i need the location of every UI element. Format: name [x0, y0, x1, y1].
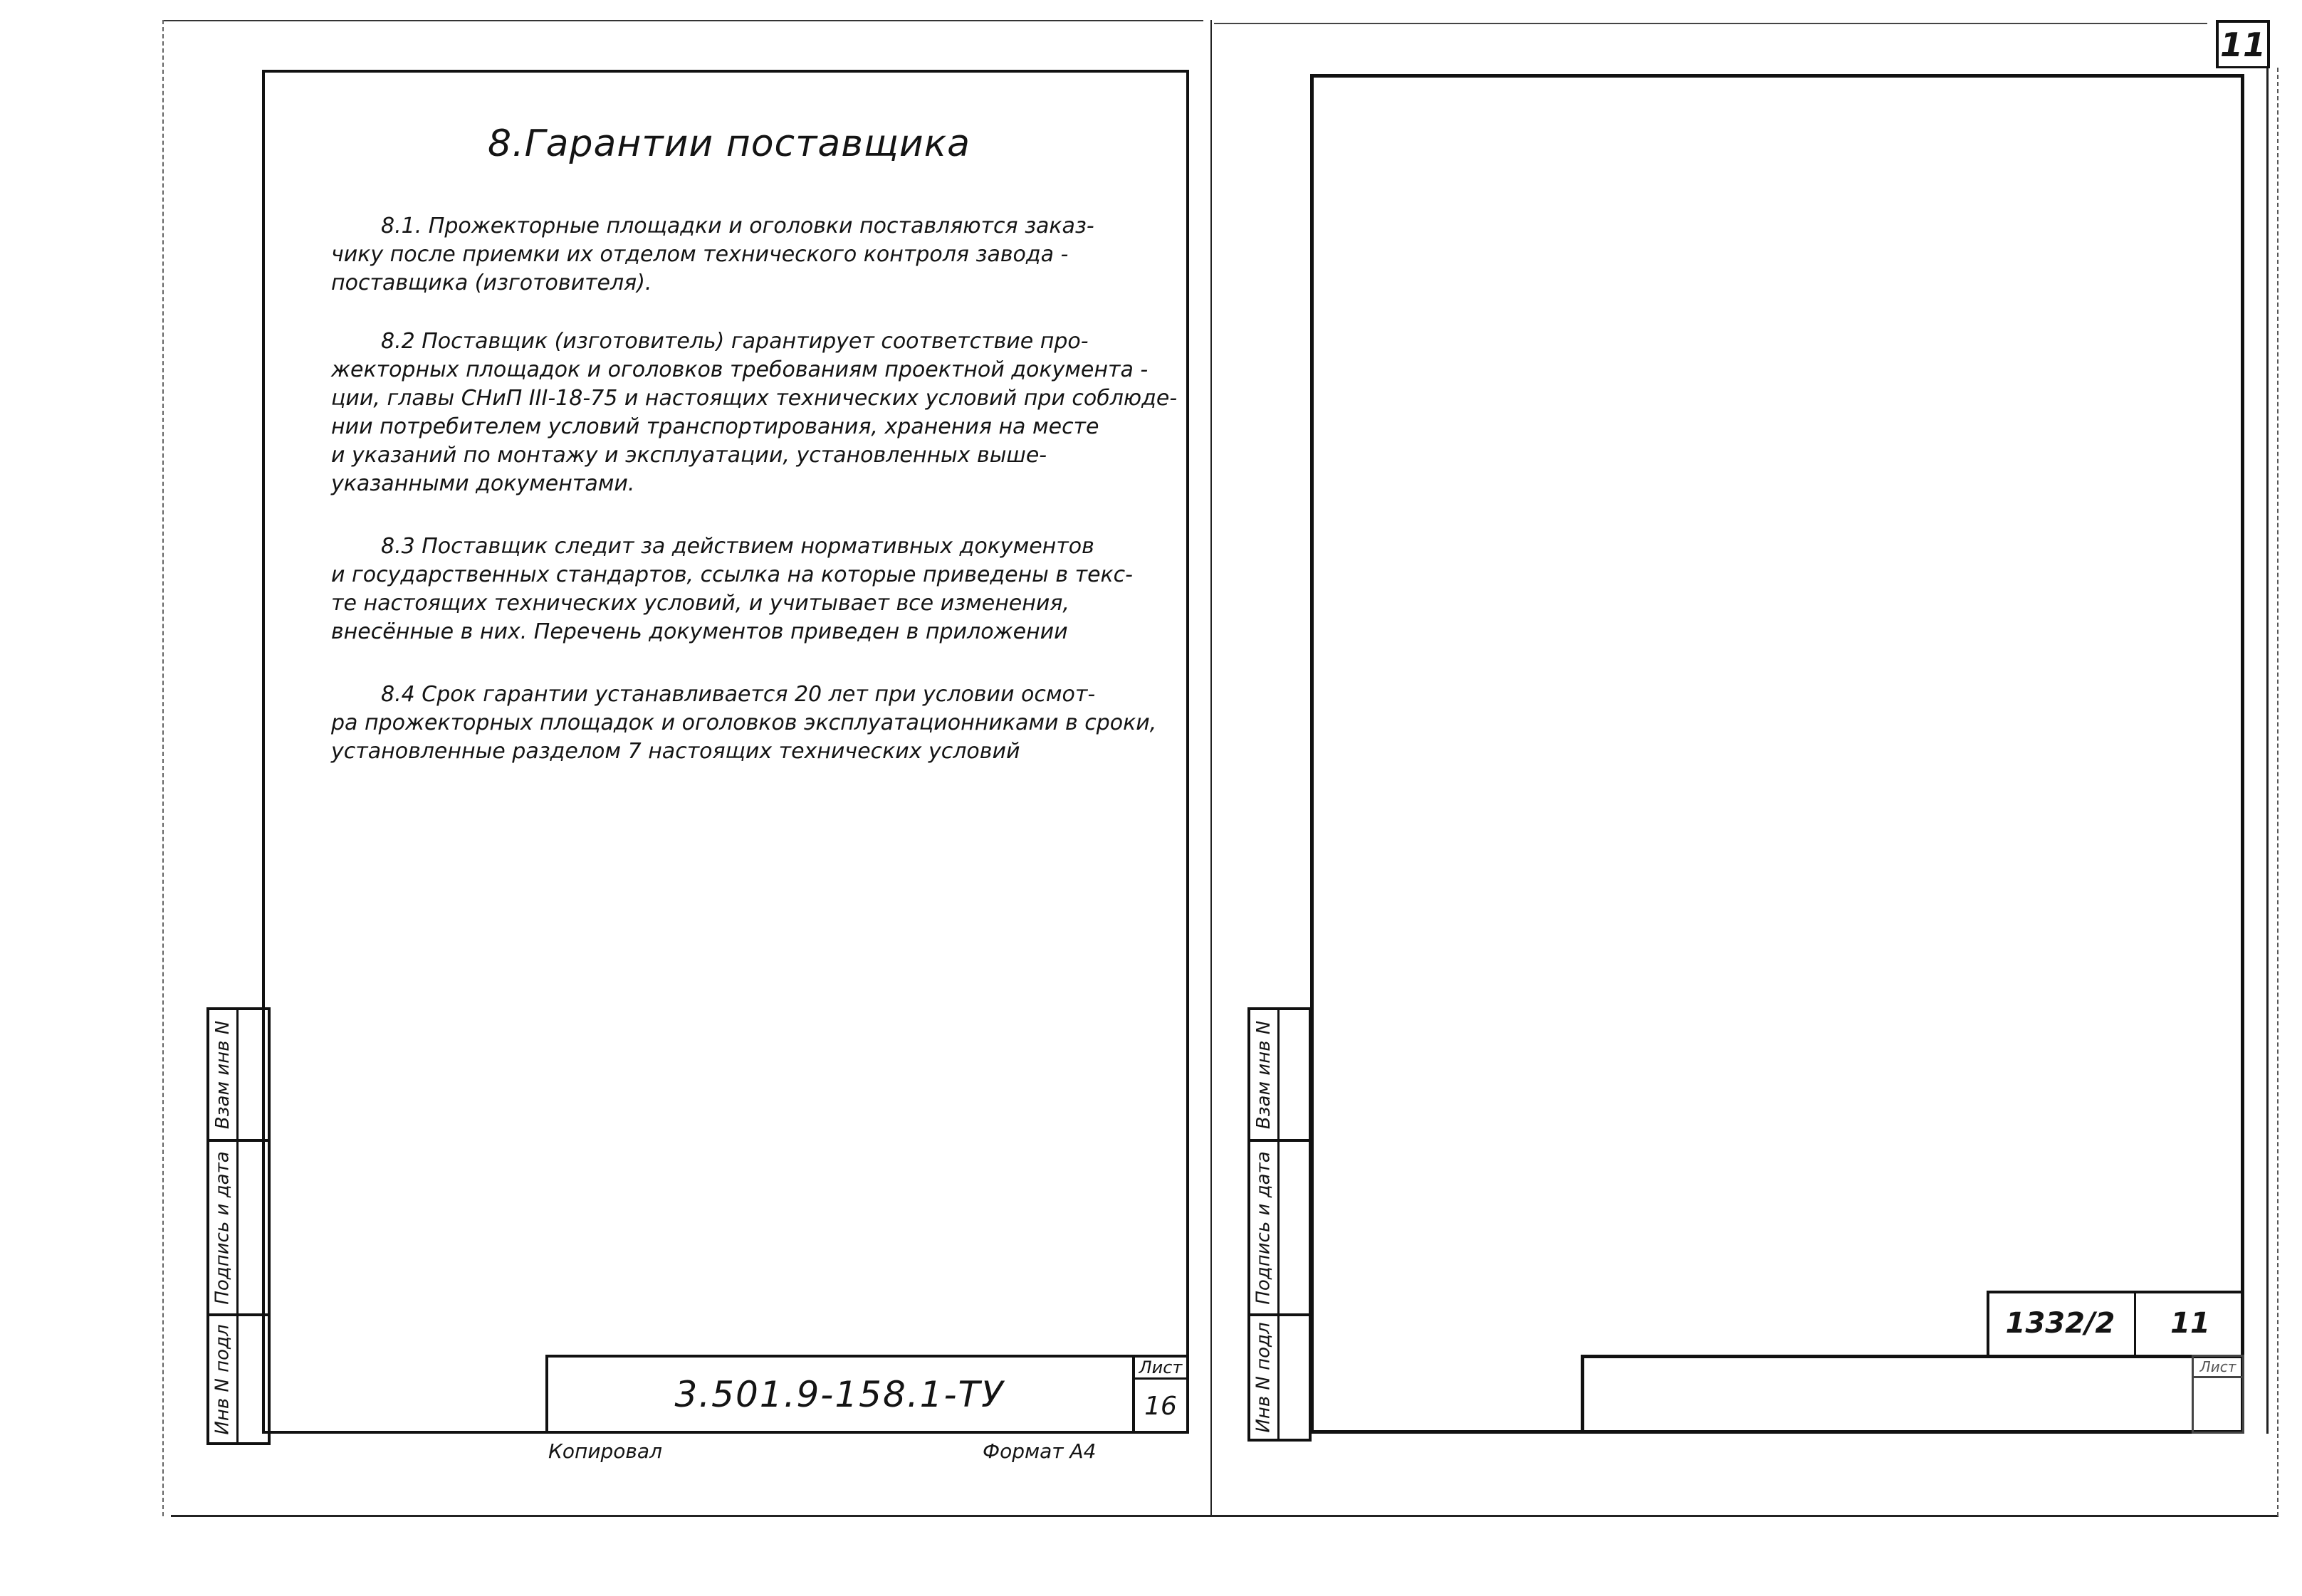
stamp-cell-replacement-inv	[1250, 1010, 1309, 1142]
paragraph-8-3	[331, 532, 1186, 646]
paragraph-line: поставщика (изготовителя).	[331, 271, 652, 295]
stamp-label: Взам инв N	[212, 1020, 234, 1129]
stamp-label: Подпись и дата	[1253, 1150, 1275, 1305]
sheet-number-box: 11	[2216, 20, 2270, 68]
paragraph-line: те настоящих технических условий, и учитывает все изменения,	[331, 591, 1069, 616]
sheet-right-edge	[2277, 68, 2279, 1516]
sheet-label: Лист	[2194, 1357, 2242, 1378]
stamp-label: Взам инв N	[1253, 1020, 1275, 1129]
sheet-top-edge-left	[162, 20, 1203, 21]
paragraph-line: и государственных стандартов, ссылка на которые приведены в текс-	[331, 562, 1133, 587]
paragraph-line: внесённые в них. Перечень документов приведен в приложении	[331, 619, 1068, 644]
stamp-cell-original-inv	[209, 1316, 268, 1442]
paragraph-line: 8.1. Прожекторные площадки и оголовки поставляются заказ-	[381, 214, 1094, 238]
sheet-top-edge-right	[1214, 23, 2207, 24]
page-divider	[1210, 20, 1212, 1516]
paragraph-8-2	[331, 327, 1186, 498]
sheet-number: 16	[1144, 1391, 1177, 1421]
paragraph-line: чику после приемки их отделом технического контроля завода -	[331, 242, 1069, 267]
paragraph-line: ции, главы СНиП III-18-75 и настоящих технических условий при соблюде-	[331, 386, 1178, 411]
paragraph-line: указанными документами.	[331, 471, 635, 496]
paragraph-8-1	[331, 212, 1186, 298]
stamp-cell-signature-date	[1250, 1142, 1309, 1316]
sheet-left-edge	[162, 20, 164, 1516]
paragraph-line: нии потребителем условий транспортирования, хранения на месте	[331, 414, 1099, 439]
stamp-label: Подпись и дата	[212, 1150, 234, 1305]
sheet-label: Лист	[1135, 1357, 1186, 1380]
stamp-label: Инв N подл	[212, 1323, 234, 1435]
stamp-label: Инв N подл	[1253, 1322, 1275, 1433]
right-page-frame	[1310, 74, 2244, 1434]
stamp-cell-original-inv	[1250, 1316, 1309, 1439]
right-stamp-column	[1247, 1007, 1312, 1442]
left-stamp-column	[206, 1007, 271, 1445]
format-label: Формат А4	[983, 1439, 1097, 1463]
archive-code: 1332/2	[1987, 1291, 2136, 1356]
section-heading: 8.Гарантии поставщика	[488, 122, 970, 165]
stamp-cell-signature-date	[209, 1142, 268, 1316]
paragraph-line: ра прожекторных площадок и оголовков эксплуатационниками в сроки,	[331, 710, 1157, 735]
paragraph-line: 8.3 Поставщик следит за действием нормативных документов	[381, 534, 1094, 559]
archive-number: 11	[2170, 1307, 2210, 1340]
sheet-bottom-edge	[171, 1515, 2279, 1517]
paragraph-line: установленные разделом 7 настоящих технических условий	[331, 739, 1020, 764]
paragraph-line: и указаний по монтажу и эксплуатации, установленных выше-	[331, 443, 1047, 468]
paragraph-8-4	[331, 681, 1186, 766]
copied-by-label: Копировал	[548, 1439, 662, 1463]
right-margin-line	[2243, 68, 2269, 1434]
paragraph-line: 8.4 Срок гарантии устанавливается 20 лет при условии осмот-	[381, 682, 1096, 707]
document-code: 3.501.9-158.1-ТУ	[674, 1373, 1005, 1415]
right-title-block	[1581, 1355, 2244, 1434]
stamp-cell-replacement-inv	[209, 1010, 268, 1142]
paragraph-line: 8.2 Поставщик (изготовитель) гарантирует соответствие про-	[381, 329, 1089, 354]
paragraph-line: жекторных площадок и оголовков требованиям проектной документа -	[331, 357, 1149, 382]
